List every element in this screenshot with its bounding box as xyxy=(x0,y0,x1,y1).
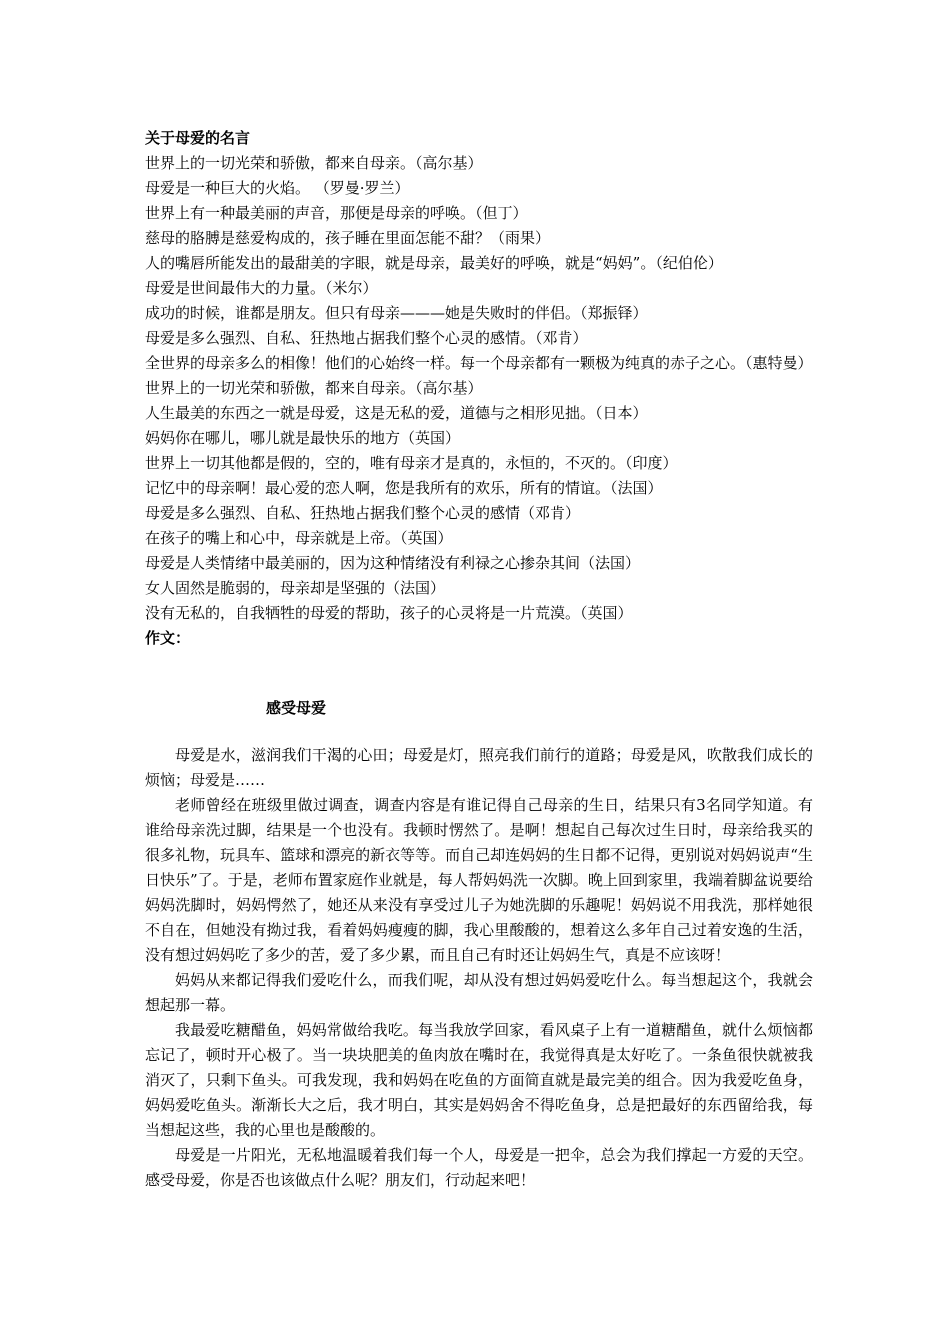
quote-item: 慈母的胳膊是慈爱构成的，孩子睡在里面怎能不甜？（雨果） xyxy=(145,229,551,247)
essay-paragraph: 妈妈从来都记得我们爱吃什么，而我们呢，却从没有想过妈妈爱吃什么。每当想起这个，我就会想起那一幕。 xyxy=(145,971,813,1014)
essay-paragraph: 我最爱吃糖醋鱼，妈妈常做给我吃。每当我放学回家，看风桌子上有一道糖醋鱼，就什么烦恼都忘记了，顿时开心极了。当一块块肥美的鱼肉放在嘴时在，我觉得真是太好吃了。一条鱼很快就被我消灭了，只剩下鱼头。可我发现，我和妈妈在吃鱼的方面简直就是最完美的组合。因为我爱吃鱼身，妈妈爱吃鱼头。渐渐长大之后，我才明白，其实是妈妈舍不得吃鱼身，总是把最好的东西留给我，每当想起这些，我的心里也是酸酸的。 xyxy=(145,1021,813,1139)
quote-list xyxy=(145,151,813,626)
quote-item: 母爱是世间最伟大的力量。（米尔） xyxy=(145,279,378,297)
quote-item: 妈妈你在哪儿，哪儿就是最快乐的地方（英国） xyxy=(145,429,461,447)
essay-paragraph: 母爱是水，滋润我们干渴的心田；母爱是灯，照亮我们前行的道路；母爱是风，吹散我们成长的烦恼；母爱是…… xyxy=(145,746,813,789)
quote-item: 母爱是一种巨大的火焰。 （罗曼·罗兰） xyxy=(145,179,410,197)
quote-item: 人生最美的东西之一就是母爱，这是无私的爱，道德与之相形见拙。（日本） xyxy=(145,404,648,422)
quote-item: 人的嘴唇所能发出的最甜美的字眼，就是母亲，最美好的呼唤，就是“妈妈”。（纪伯伦） xyxy=(145,254,723,272)
quote-item: 记忆中的母亲啊！最心爱的恋人啊，您是我所有的欢乐，所有的情谊。（法国） xyxy=(145,479,663,497)
quote-item: 世界上的一切光荣和骄傲，都来自母亲。（高尔基） xyxy=(145,154,483,172)
quote-item: 全世界的母亲多么的相像！他们的心始终一样。每一个母亲都有一颗极为纯真的赤子之心。（惠特曼） xyxy=(145,354,813,372)
quote-item: 在孩子的嘴上和心中，母亲就是上帝。（英国） xyxy=(145,529,453,547)
essay-paragraph: 老师曾经在班级里做过调查，调查内容是有谁记得自己母亲的生日，结果只有3名同学知道。有谁给母亲洗过脚，结果是一个也没有。我顿时愣然了。是啊！想起自己每次过生日时，母亲给我买的很多礼物，玩具车、篮球和漂亮的新衣等等。而自己却连妈妈的生日都不记得，更别说对妈妈说声“生日快乐”了。于是，老师布置家庭作业就是，每人帮妈妈洗一次脚。晚上回到家里，我端着脚盆说要给妈妈洗脚时，妈妈愕然了，她还从来没有享受过儿子为她洗脚的乐趣呢！妈妈说不用我洗，那样她很不自在，但她没有拗过我，看着妈妈瘦瘦的脚，我心里酸酸的，想着这么多年自己过着安逸的生活，没有想过妈妈吃了多少的苦，爱了多少累，而且自己有时还让妈妈生气，真是不应该呀！ xyxy=(145,796,813,964)
quotes-heading: 关于母爱的名言 xyxy=(145,129,251,147)
quote-item: 世界上有一种最美丽的声音，那便是母亲的呼唤。（但丁） xyxy=(145,204,528,222)
quote-item: 世界上的一切光荣和骄傲，都来自母亲。（高尔基） xyxy=(145,379,483,397)
quote-item: 没有无私的，自我牺牲的母爱的帮助，孩子的心灵将是一片荒漠。（英国） xyxy=(145,604,633,622)
quote-item: 女人固然是脆弱的，母亲却是坚强的（法国） xyxy=(145,579,446,597)
quote-item: 母爱是多么强烈、自私、狂热地占据我们整个心灵的感情。（邓肯） xyxy=(145,329,588,347)
quote-item: 成功的时候，谁都是朋友。但只有母亲———她是失败时的伴侣。（郑振铎） xyxy=(145,304,648,322)
essay-paragraph: 母爱是一片阳光，无私地温暖着我们每一个人，母爱是一把伞，总会为我们撑起一方爱的天空。感受母爱，你是否也该做点什么呢？朋友们，行动起来吧！ xyxy=(145,1146,813,1189)
essay-title: 感受母爱 xyxy=(266,699,327,717)
essay-label: 作文： xyxy=(145,629,191,647)
essay-body xyxy=(145,743,813,1193)
quote-item: 母爱是人类情绪中最美丽的，因为这种情绪没有利禄之心掺杂其间（法国） xyxy=(145,554,641,572)
quote-item: 母爱是多么强烈、自私、狂热地占据我们整个心灵的感情（邓肯） xyxy=(145,504,581,522)
quote-item: 世界上一切其他都是假的，空的，唯有母亲才是真的，永恒的，不灭的。（印度） xyxy=(145,454,678,472)
document-page xyxy=(145,126,813,1193)
